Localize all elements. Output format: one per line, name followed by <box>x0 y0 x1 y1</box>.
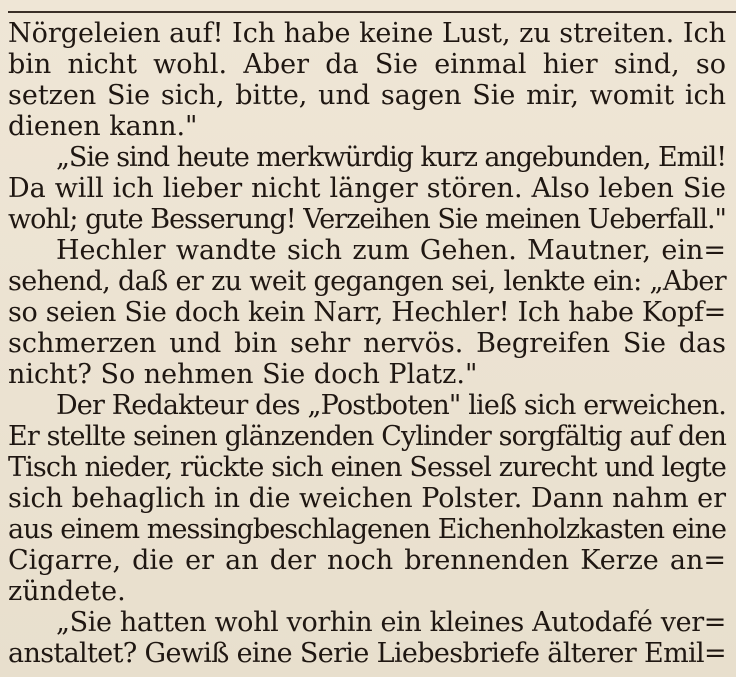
text-line: nicht? So nehmen Sie doch Platz." <box>8 359 478 390</box>
text-line: Der Redakteur des „Postboten" ließ sich erweichen. <box>56 390 726 421</box>
text-line: Er stellte seinen glänzenden Cylinder sorgfältig auf den <box>8 421 726 452</box>
text-line: sich behaglich in die weichen Polster. Dann nahm er <box>8 483 727 514</box>
text-line: Da will ich lieber nicht länger stören. Also leben Sie <box>8 173 726 204</box>
text-line: Cigarre, die er an der noch brennenden Kerze an= <box>8 545 726 576</box>
body-text <box>8 18 726 669</box>
text-line: Nörgeleien auf! Ich habe keine Lust, zu streiten. Ich <box>8 18 726 49</box>
text-line: Hechler wandte sich zum Gehen. Mautner, ein= <box>56 235 726 266</box>
text-line: so seien Sie doch kein Narr, Hechler! Ich habe Kopf= <box>8 297 726 328</box>
text-line: bin nicht wohl. Aber da Sie einmal hier sind, so <box>8 49 726 80</box>
text-line: wohl; gute Besserung! Verzeihen Sie meinen Ueberfall." <box>8 204 726 235</box>
text-line: Tisch nieder, rückte sich einen Sessel zurecht und legte <box>8 452 727 483</box>
text-line: anstaltet? Gewiß eine Serie Liebesbriefe älterer Emil= <box>8 638 726 669</box>
text-line: schmerzen und bin sehr nervös. Begreifen Sie das <box>8 328 726 359</box>
text-line: zündete. <box>8 576 126 607</box>
text-line: sehend, daß er zu weit gegangen sei, lenkte ein: „Aber <box>8 266 727 297</box>
text-line: dienen kann." <box>8 111 198 142</box>
text-line: setzen Sie sich, bitte, und sagen Sie mir, womit ich <box>8 80 726 111</box>
text-line: „Sie sind heute merkwürdig kurz angebunden, Emil! <box>56 142 726 173</box>
text-line: aus einem messingbeschlagenen Eichenholzkasten eine <box>8 514 726 545</box>
text-line: „Sie hatten wohl vorhin ein kleines Autodafé ver= <box>56 607 727 638</box>
top-rule <box>8 11 736 13</box>
